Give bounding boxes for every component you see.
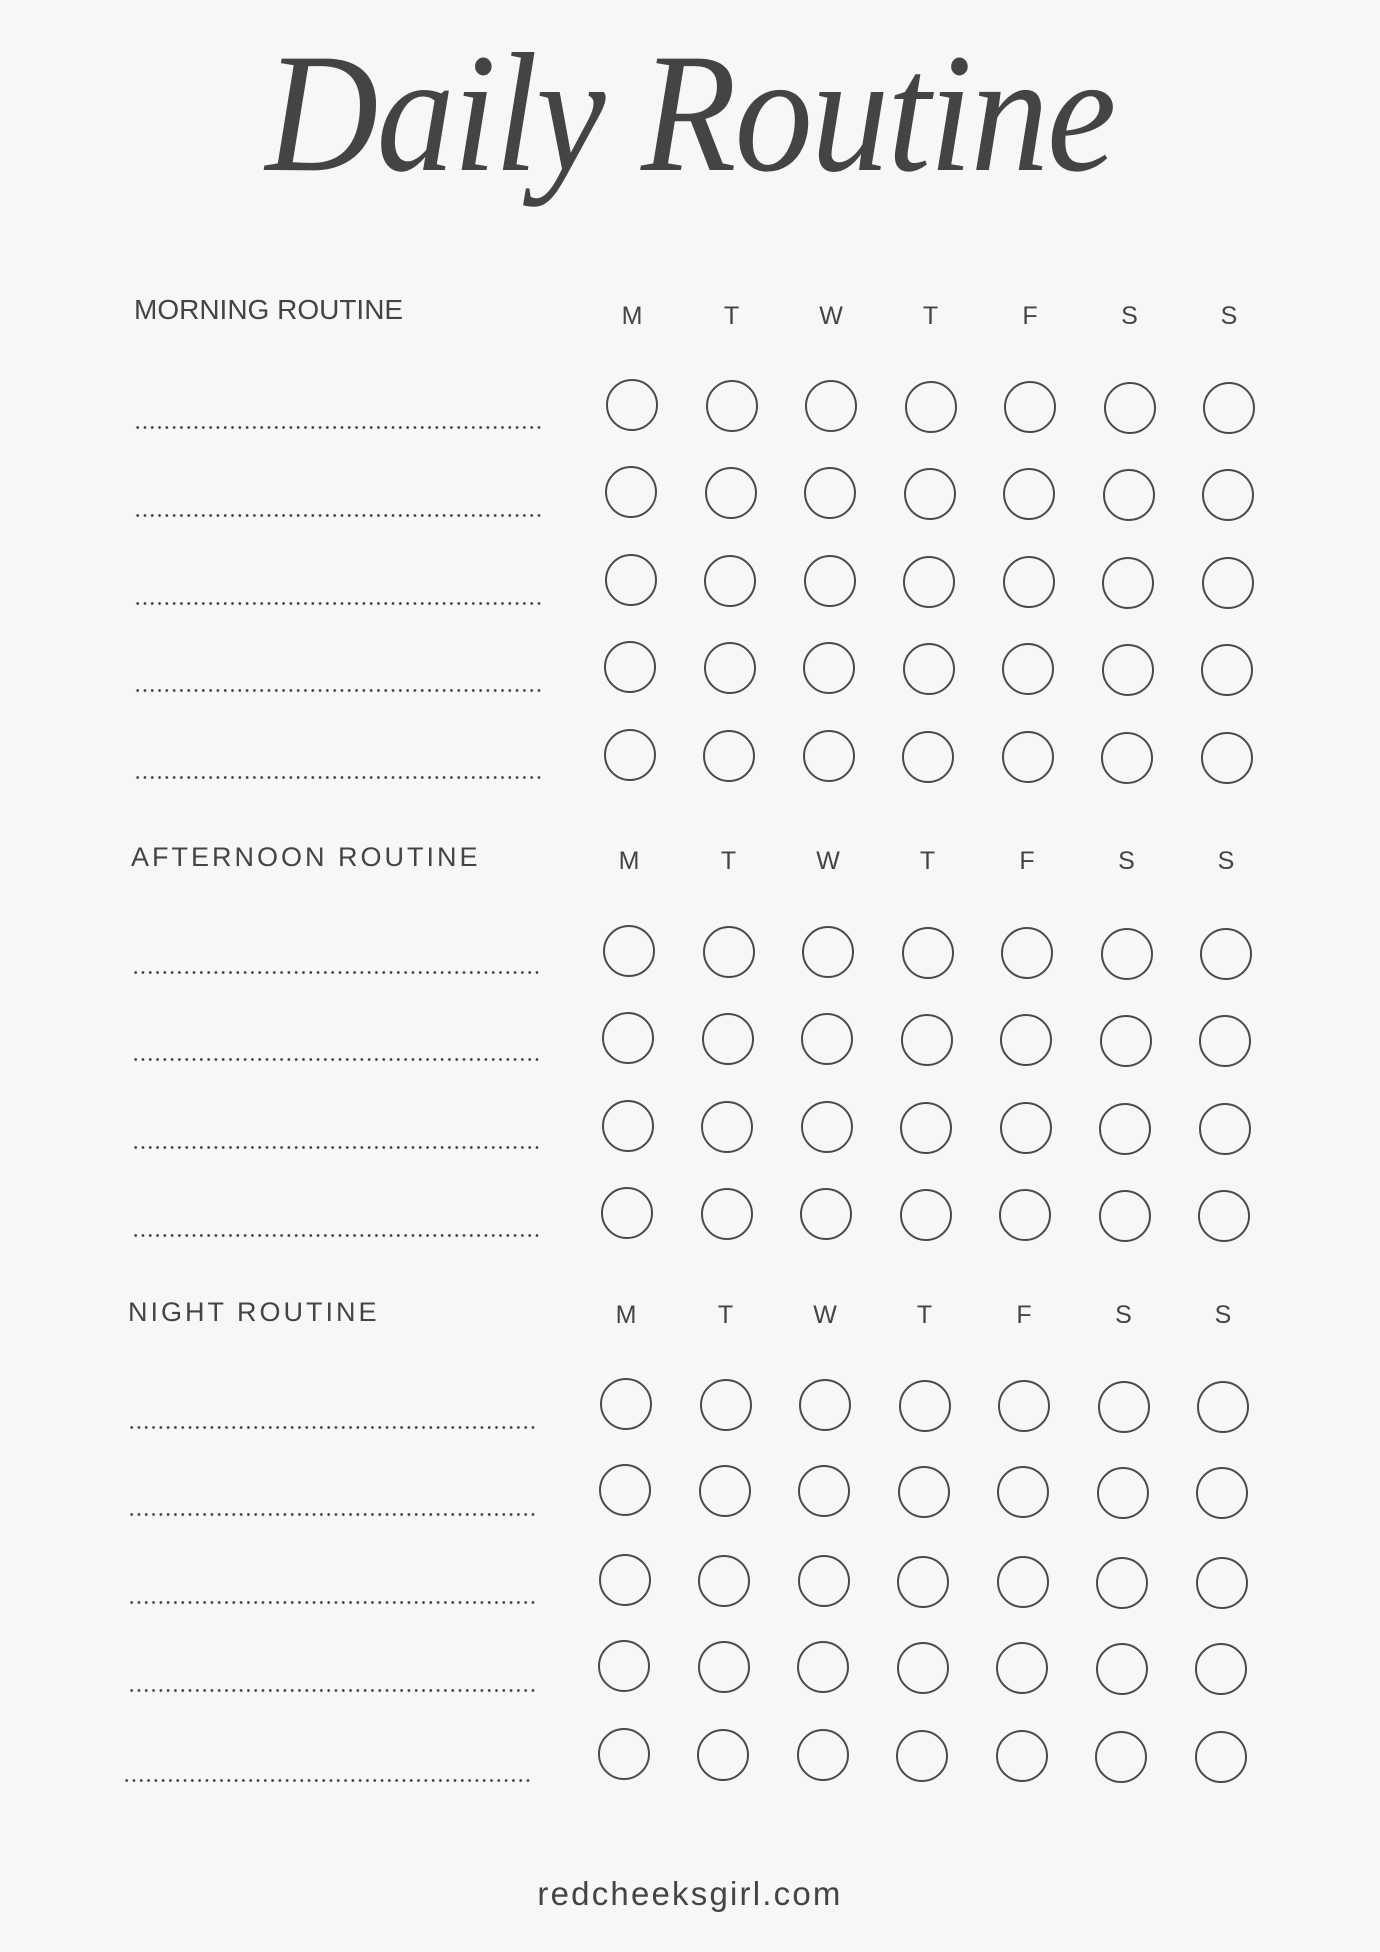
- day-checkbox[interactable]: [903, 643, 955, 695]
- day-label: S: [1118, 847, 1135, 875]
- day-label: S: [1214, 1301, 1232, 1329]
- day-checkbox[interactable]: [699, 1465, 751, 1517]
- day-checkbox[interactable]: [598, 1640, 650, 1692]
- day-checkbox[interactable]: [801, 1013, 853, 1065]
- day-checkbox[interactable]: [1002, 731, 1054, 783]
- day-checkbox[interactable]: [1202, 469, 1254, 521]
- page-title: Daily Routine: [265, 19, 1115, 207]
- day-checkbox[interactable]: [1099, 1103, 1151, 1155]
- day-label: S: [1220, 302, 1238, 330]
- day-checkbox[interactable]: [698, 1641, 750, 1693]
- routine-entry-line[interactable]: [132, 1146, 542, 1149]
- day-checkbox[interactable]: [698, 1555, 750, 1607]
- section-heading: MORNING ROUTINE: [134, 294, 404, 325]
- day-checkbox[interactable]: [904, 468, 956, 520]
- day-checkbox[interactable]: [1104, 382, 1156, 434]
- day-checkbox[interactable]: [605, 554, 657, 606]
- day-checkbox[interactable]: [1195, 1731, 1247, 1783]
- day-label: T: [720, 847, 737, 875]
- day-checkbox[interactable]: [801, 1101, 853, 1153]
- day-checkbox[interactable]: [903, 556, 955, 608]
- day-checkbox[interactable]: [1096, 1643, 1148, 1695]
- day-checkbox[interactable]: [896, 1730, 948, 1782]
- day-checkbox[interactable]: [701, 1188, 753, 1240]
- day-checkbox[interactable]: [604, 641, 656, 693]
- routine-entry-line[interactable]: [132, 1234, 542, 1237]
- section-heading: AFTERNOON ROUTINE: [131, 842, 481, 872]
- day-checkbox[interactable]: [599, 1554, 651, 1606]
- day-label: F: [1016, 1301, 1032, 1329]
- day-checkbox[interactable]: [899, 1380, 951, 1432]
- day-checkbox[interactable]: [1097, 1467, 1149, 1519]
- routine-entry-line[interactable]: [128, 1601, 538, 1604]
- day-label: M: [621, 302, 643, 330]
- day-checkbox[interactable]: [1202, 557, 1254, 609]
- day-checkbox[interactable]: [999, 1189, 1051, 1241]
- routine-entry-line[interactable]: [134, 426, 544, 429]
- day-checkbox[interactable]: [606, 379, 658, 431]
- day-checkbox[interactable]: [602, 1100, 654, 1152]
- day-checkbox[interactable]: [998, 1380, 1050, 1432]
- day-checkbox[interactable]: [1196, 1557, 1248, 1609]
- day-checkbox[interactable]: [702, 1013, 754, 1065]
- day-checkbox[interactable]: [1195, 1643, 1247, 1695]
- day-checkbox[interactable]: [997, 1556, 1049, 1608]
- day-checkbox[interactable]: [900, 1189, 952, 1241]
- routine-entry-line[interactable]: [128, 1513, 538, 1516]
- routine-entry-line[interactable]: [128, 1689, 538, 1692]
- day-checkbox[interactable]: [804, 467, 856, 519]
- day-checkbox[interactable]: [1003, 468, 1055, 520]
- day-checkbox[interactable]: [1103, 469, 1155, 521]
- day-checkbox[interactable]: [1004, 381, 1056, 433]
- day-checkbox[interactable]: [701, 1101, 753, 1153]
- day-checkbox[interactable]: [805, 380, 857, 432]
- routine-entry-line[interactable]: [134, 689, 544, 692]
- day-checkbox[interactable]: [902, 927, 954, 979]
- day-checkbox[interactable]: [1100, 1015, 1152, 1067]
- day-checkbox[interactable]: [704, 642, 756, 694]
- day-label: W: [816, 847, 840, 875]
- day-checkbox[interactable]: [1201, 732, 1253, 784]
- day-checkbox[interactable]: [804, 555, 856, 607]
- day-checkbox[interactable]: [706, 380, 758, 432]
- day-label: F: [1019, 847, 1035, 875]
- day-checkbox[interactable]: [1102, 644, 1154, 696]
- day-checkbox[interactable]: [797, 1729, 849, 1781]
- day-checkbox[interactable]: [601, 1187, 653, 1239]
- section-heading: NIGHT ROUTINE: [128, 1297, 380, 1327]
- day-label: M: [618, 847, 640, 875]
- day-checkbox[interactable]: [905, 381, 957, 433]
- routine-entry-line[interactable]: [123, 1779, 533, 1782]
- routine-entry-line[interactable]: [128, 1426, 538, 1429]
- day-checkbox[interactable]: [1196, 1467, 1248, 1519]
- day-checkbox[interactable]: [1201, 644, 1253, 696]
- day-checkbox[interactable]: [703, 926, 755, 978]
- day-checkbox[interactable]: [1096, 1557, 1148, 1609]
- day-checkbox[interactable]: [1200, 928, 1252, 980]
- day-checkbox[interactable]: [800, 1188, 852, 1240]
- day-label: T: [922, 302, 939, 330]
- day-checkbox[interactable]: [703, 730, 755, 782]
- day-checkbox[interactable]: [599, 1464, 651, 1516]
- day-label: T: [916, 1301, 933, 1329]
- day-checkbox[interactable]: [797, 1641, 849, 1693]
- day-checkbox[interactable]: [705, 467, 757, 519]
- day-checkbox[interactable]: [1000, 1014, 1052, 1066]
- day-label: S: [1217, 847, 1235, 875]
- day-checkbox[interactable]: [897, 1642, 949, 1694]
- day-checkbox[interactable]: [1002, 643, 1054, 695]
- routine-entry-line[interactable]: [134, 602, 544, 605]
- routine-entry-line[interactable]: [134, 514, 544, 517]
- day-checkbox[interactable]: [1001, 927, 1053, 979]
- day-checkbox[interactable]: [1102, 557, 1154, 609]
- day-checkbox[interactable]: [598, 1728, 650, 1780]
- day-checkbox[interactable]: [697, 1729, 749, 1781]
- day-checkbox[interactable]: [996, 1730, 1048, 1782]
- day-label: T: [723, 302, 740, 330]
- day-checkbox[interactable]: [603, 925, 655, 977]
- day-checkbox[interactable]: [1095, 1731, 1147, 1783]
- day-checkbox[interactable]: [1098, 1381, 1150, 1433]
- day-label: S: [1115, 1301, 1132, 1329]
- day-checkbox[interactable]: [996, 1642, 1048, 1694]
- footer-website: redcheeksgirl.com: [537, 1875, 843, 1912]
- day-checkbox[interactable]: [600, 1378, 652, 1430]
- routine-entry-line[interactable]: [134, 776, 544, 779]
- day-checkbox[interactable]: [799, 1379, 851, 1431]
- day-checkbox[interactable]: [901, 1014, 953, 1066]
- day-checkbox[interactable]: [1198, 1190, 1250, 1242]
- day-checkbox[interactable]: [1203, 382, 1255, 434]
- day-label: T: [919, 847, 936, 875]
- day-label: F: [1022, 302, 1038, 330]
- day-checkbox[interactable]: [604, 729, 656, 781]
- day-checkbox[interactable]: [1003, 556, 1055, 608]
- day-checkbox[interactable]: [798, 1555, 850, 1607]
- day-checkbox[interactable]: [1099, 1190, 1151, 1242]
- day-checkbox[interactable]: [897, 1556, 949, 1608]
- day-checkbox[interactable]: [802, 926, 854, 978]
- day-label: W: [819, 302, 843, 330]
- day-label: T: [717, 1301, 734, 1329]
- day-checkbox[interactable]: [1101, 732, 1153, 784]
- day-label: W: [813, 1301, 837, 1329]
- day-checkbox[interactable]: [1000, 1102, 1052, 1154]
- day-checkbox[interactable]: [898, 1466, 950, 1518]
- day-checkbox[interactable]: [997, 1466, 1049, 1518]
- day-checkbox[interactable]: [602, 1012, 654, 1064]
- day-label: S: [1121, 302, 1138, 330]
- day-checkbox[interactable]: [803, 642, 855, 694]
- day-checkbox[interactable]: [902, 731, 954, 783]
- day-label: M: [615, 1301, 637, 1329]
- routine-entry-line[interactable]: [132, 1058, 542, 1061]
- day-checkbox[interactable]: [700, 1379, 752, 1431]
- day-checkbox[interactable]: [803, 730, 855, 782]
- day-checkbox[interactable]: [1199, 1015, 1251, 1067]
- day-checkbox[interactable]: [605, 466, 657, 518]
- day-checkbox[interactable]: [1101, 928, 1153, 980]
- day-checkbox[interactable]: [704, 555, 756, 607]
- day-checkbox[interactable]: [1197, 1381, 1249, 1433]
- day-checkbox[interactable]: [900, 1102, 952, 1154]
- day-checkbox[interactable]: [798, 1465, 850, 1517]
- routine-entry-line[interactable]: [132, 971, 542, 974]
- day-checkbox[interactable]: [1199, 1103, 1251, 1155]
